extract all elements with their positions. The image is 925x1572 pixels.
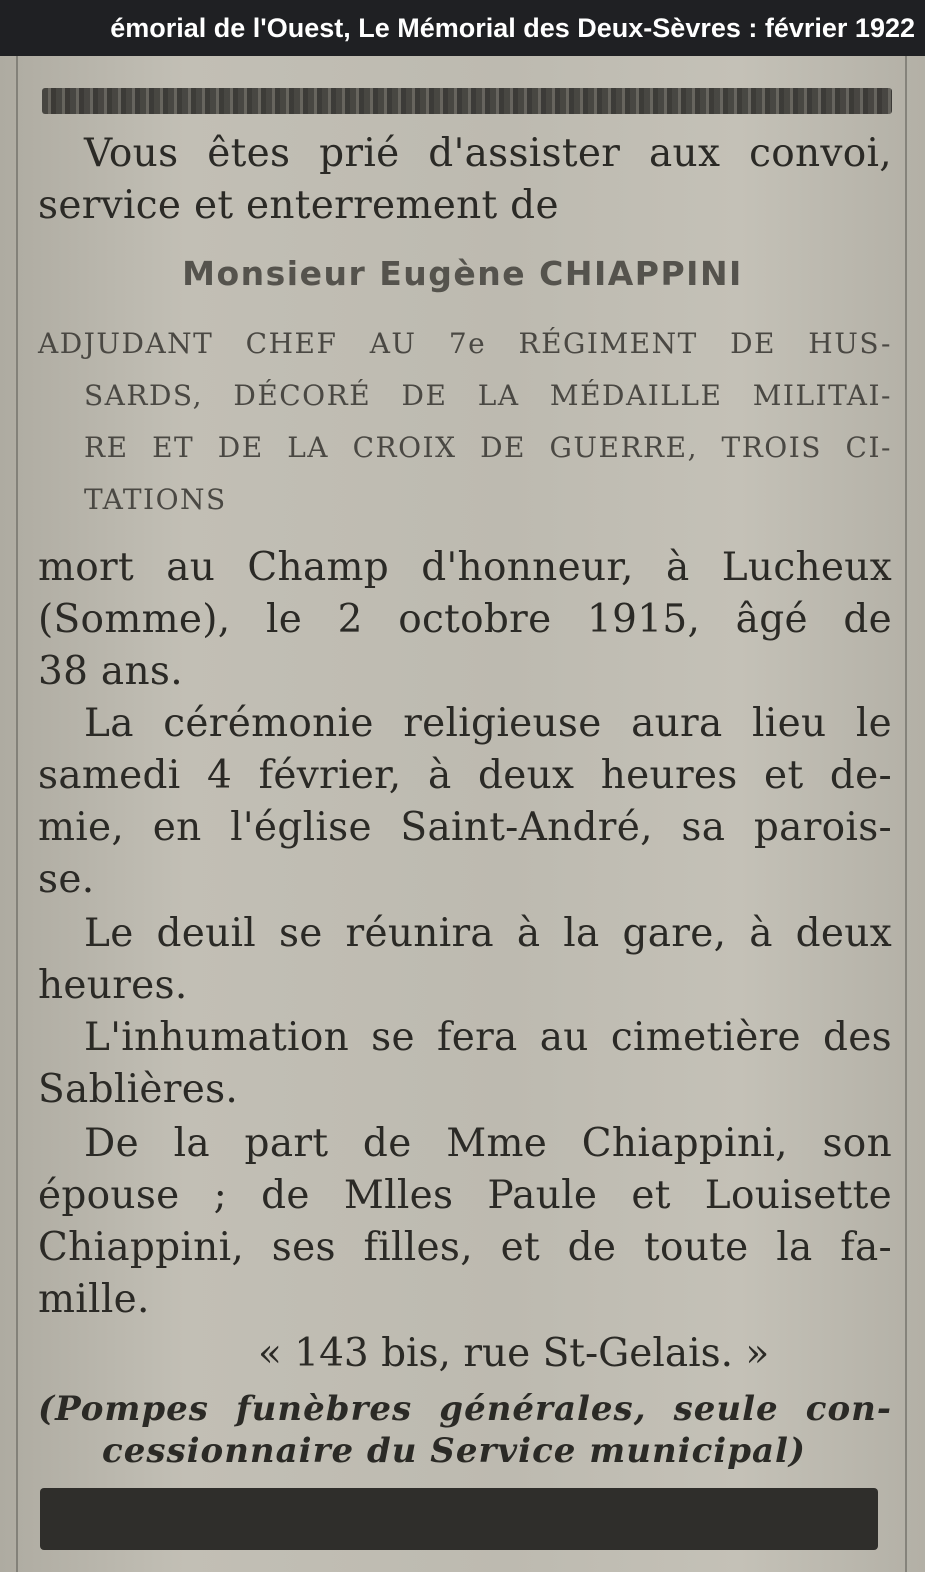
rank-line: SARDS, DÉCORÉ DE LA MÉDAILLE MILITAI- [84, 379, 892, 412]
mourning-paragraph [38, 908, 892, 1012]
burial-line: Sablières. [38, 1067, 239, 1112]
rank-line: ADJUDANT CHEF AU 7e RÉGIMENT DE HUS- [38, 327, 892, 360]
intro-line: Vous êtes prié d'assister aux convoi, [84, 131, 892, 176]
burial-line: L'inhumation se fera au cimetière des [84, 1015, 892, 1060]
funeral-director-note [38, 1388, 892, 1472]
footer-line: cessionnaire du Service municipal) [102, 1431, 807, 1471]
death-line: (Somme), le 2 octobre 1915, âgé de [38, 597, 892, 642]
mourning-line: heures. [38, 963, 188, 1008]
window-title: émorial de l'Ouest, Le Mémorial des Deux-Sèvres : février 1922 [110, 13, 915, 43]
ceremony-line: samedi 4 février, à deux heures et de- [38, 753, 892, 798]
ceremony-line: se. [38, 857, 95, 902]
rank-line: TATIONS [84, 483, 227, 516]
ceremony-line: La cérémonie religieuse aura lieu le [84, 701, 892, 746]
footer-line: (Pompes funèbres générales, seule con- [38, 1389, 892, 1429]
death-line: mort au Champ d'honneur, à Lucheux [38, 545, 892, 590]
intro-paragraph [38, 128, 892, 232]
family-line: De la part de Mme Chiappini, son [84, 1121, 892, 1166]
ceremony-line: mie, en l'église Saint-André, sa parois- [38, 805, 892, 850]
death-line: 38 ans. [38, 649, 183, 694]
intro-line: service et enterrement de [38, 183, 559, 228]
window-title-bar [0, 0, 925, 56]
ceremony-paragraph [38, 698, 892, 906]
family-line: Chiappini, ses filles, et de toute la fa- [38, 1225, 892, 1270]
mourning-line: Le deuil se réunira à la gare, à deux [84, 911, 892, 956]
rank-line: RE ET DE LA CROIX DE GUERRE, TROIS CI- [84, 431, 892, 464]
family-paragraph [38, 1118, 892, 1326]
family-line: mille. [38, 1277, 150, 1322]
decorative-rule-top [42, 88, 892, 114]
burial-paragraph [38, 1012, 892, 1116]
home-address: « 143 bis, rue St-Gelais. » [258, 1331, 770, 1376]
decorative-rule-bottom [40, 1488, 878, 1550]
death-paragraph [38, 542, 892, 698]
rank-and-honours [38, 318, 892, 526]
family-line: épouse ; de Mlles Paule et Louisette [38, 1173, 892, 1218]
deceased-name: Monsieur Eugène CHIAPPINI [182, 254, 743, 293]
